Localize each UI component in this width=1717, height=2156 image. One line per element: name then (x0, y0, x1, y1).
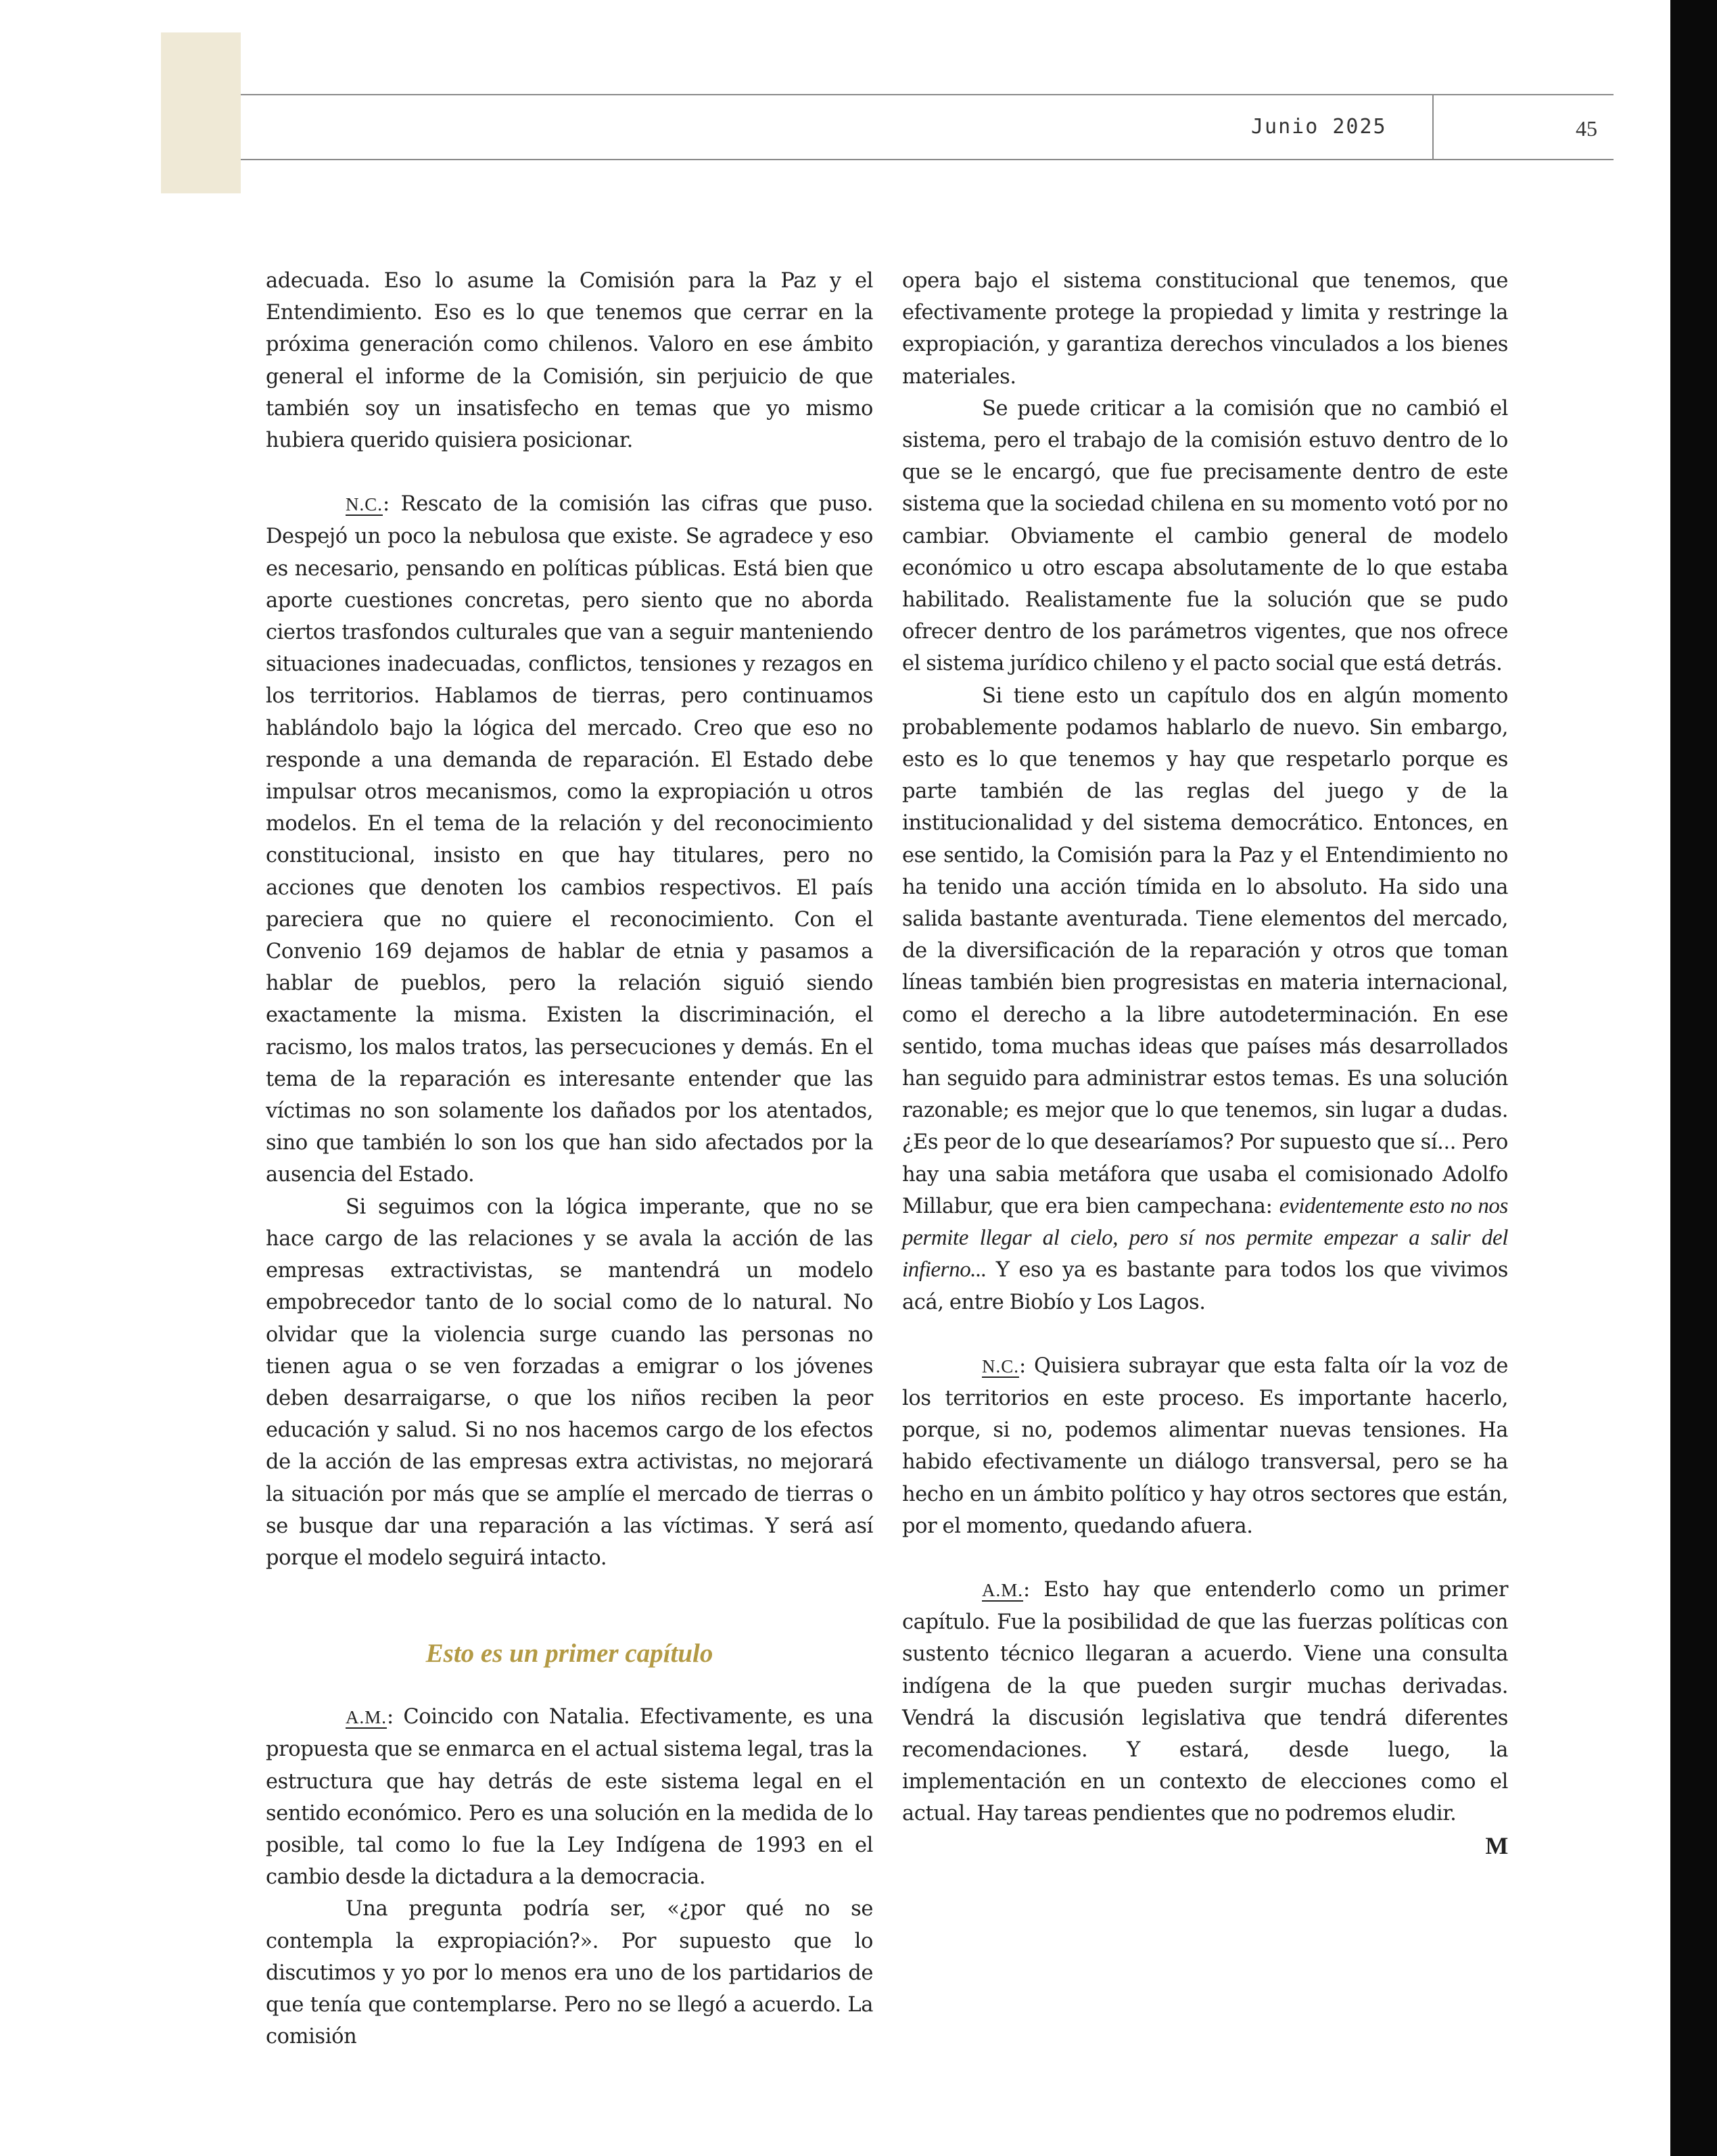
left-column (266, 265, 873, 2053)
speaker-label: A.M. (346, 1707, 387, 1728)
speaker-label: N.C. (346, 494, 383, 515)
header-rule-bottom (241, 159, 1614, 160)
speaker-label: N.C. (982, 1356, 1020, 1376)
paragraph-text: : Rescato de la comisión las cifras que puso. Despejó un poco la nebulosa que existe. Se agradece y eso es necesario, pensando en políticas públicas. Está bien que aporte cuestiones concretas, pero siento que no aborda ciertos trasfondos culturales que van a seguir manteniendo situaciones inadecuadas, conflictos, tensiones y rezagos en los territorios. Hablamos de tierras, pero continuamos hablándolo bajo la lógica del mercado. Creo que eso no responde a una demanda de reparación. El Estado debe impulsar otros mecanismos, como la expropiación u otros modelos. En el tema de la relación y del reconocimiento constitucional, insisto en que hay titulares, pero no acciones que denoten los cambios respectivos. El país pareciera que no quiere el reconocimiento. Con el Convenio 169 dejamos de hablar de etnia y pasamos a hablar de pueblos, pero la relación siguió siendo exactamente la misma. Existen la discriminación, el racismo, los malos tratos, las persecuciones y demás. En el tema de la reparación es interesante entender que las víctimas no son solamente los dañados por los atentados, sino que también lo son los que han sido afectados por la ausencia del Estado. (266, 492, 873, 1187)
end-mark: M (1485, 1831, 1508, 1859)
paragraph (902, 680, 1508, 1318)
page-number: 45 (1576, 116, 1597, 141)
header-rule-divider (1432, 94, 1434, 160)
page-tab-block (161, 32, 241, 193)
section-subheading: Esto es un primer capítulo (425, 1639, 713, 1669)
header-rule-top (241, 94, 1614, 95)
paragraph-text: : Quisiera subrayar que esta falta oír la voz de los territorios en este proceso. Es importante hacerlo, porque, si no, podemos alimentar nuevas tensiones. Ha habido efectivamente un diálogo transversal, pero se ha hecho en un ámbito político y hay otros sectores que están, por el momento, quedando afuera. (902, 1354, 1508, 1538)
paragraph: opera bajo el sistema constitucional que tenemos, que efectivamente protege la propiedad y limita y restringe la expropiación, y garantiza derechos vinculados a los bienes materiales. (902, 269, 1508, 389)
paragraph: Se puede criticar a la comisión que no cambió el sistema, pero el trabajo de la comisión estuvo dentro de lo que se le encargó, que fue precisamente dentro de este sistema que la sociedad chilena en su momento votó por no cambiar. Obviamente el cambio general de modelo económico u otro escapa absolutamente de lo que estaba habilitado. Realistamente fue la solución que se pudo ofrecer dentro de los parámetros vigentes, que nos ofrece el sistema jurídico chileno y el pacto social que está detrás. (902, 396, 1508, 676)
paragraph: Una pregunta podría ser, «¿por qué no se contempla la expropiación?». Por supuesto que lo discutimos y yo por lo menos era uno de los partidarios de que tenía que contemplarse. Pero no se llegó a acuerdo. La comisión (266, 1897, 873, 2049)
paragraph-text: : Esto hay que entenderlo como un primer capítulo. Fue la posibilidad de que las fuerzas políticas con sustento técnico llegaran a acuerdo. Viene una consulta indígena de la que pueden surgir muchas derivadas. Vendrá la discusión legislativa que tendrá diferentes recomendaciones. Y estará, desde luego, la implementación en un contexto de elecciones como el actual. Hay tareas pendientes que no podremos eludir. (902, 1577, 1508, 1826)
paragraph (902, 1574, 1508, 1859)
paragraph (266, 488, 873, 1191)
speaker-label: A.M. (982, 1579, 1024, 1600)
italic-quote: evidentemente esto no nos permite llegar al cielo, pero sí nos permite empezar a salir del infierno... (902, 1193, 1508, 1283)
page-edge (1670, 0, 1717, 2156)
paragraph-text: Si tiene esto un capítulo dos en algún momento probablemente podamos hablarlo de nuevo. Sin embargo, esto es lo que tenemos y hay que respetarlo porque es parte también de las reglas del juego y de la institucionalidad y del sistema democrático. Entonces, en ese sentido, la Comisión para la Paz y el Entendimiento no ha tenido una acción tímida en lo absoluto. Ha sido una salida bastante aventurada. Tiene elementos del mercado, de la diversificación de la reparación y otros que toman líneas también bien progresistas en materia internacional, como el derecho a la libre autodeterminación. En ese sentido, toma muchas ideas que países más desarrollados han seguido para administrar estos temas. Es una solución razonable; es mejor que lo que tenemos, sin lugar a dudas. ¿Es peor de lo que desearíamos? Por supuesto que sí... Pero hay una sabia metáfora que usaba el comisionado Adolfo Millabur, que era bien campechana: (902, 684, 1508, 1218)
paragraph-text: : Coincido con Natalia. Efectivamente, es una propuesta que se enmarca en el actual sistema legal, tras la estructura que hay detrás de este sistema legal en el sentido económico. Pero es una solución en la medida de lo posible, tal como lo fue la Ley Indígena de 1993 en el cambio desde la dictadura a la democracia. (266, 1705, 873, 1890)
paragraph (266, 1701, 873, 1893)
right-column (902, 265, 1508, 1862)
paragraph (902, 1350, 1508, 1542)
paragraph-text: Y eso ya es bastante para todos los que vivimos acá, entre Biobío y Los Lagos. (902, 1258, 1508, 1314)
running-head: Junio 2025 (1251, 115, 1387, 139)
paragraph: adecuada. Eso lo asume la Comisión para la Paz y el Entendimiento. Eso es lo que tenemos que cerrar en la próxima generación como chilenos. Valoro en ese ámbito general el informe de la Comisión, sin perjuicio de que también soy un insatisfecho en temas que yo mismo hubiera querido quisiera posicionar. (266, 269, 873, 453)
paragraph: Si seguimos con la lógica imperante, que no se hace cargo de las relaciones y se avala la acción de las empresas extractivistas, se mantendrá un modelo empobrecedor tanto de lo social como de lo natural. No olvidar que la violencia surge cuando las personas no tienen agua o se ven forzadas a emigrar o los jóvenes deben desarraigarse, o que los niños reciben la peor educación y salud. Si no nos hacemos cargo de los efectos de la acción de las empresas extra activistas, no mejorará la situación por más que se amplíe el mercado de tierras o se busque dar una reparación a las víctimas. Y será así porque el modelo seguirá intacto. (266, 1195, 873, 1570)
